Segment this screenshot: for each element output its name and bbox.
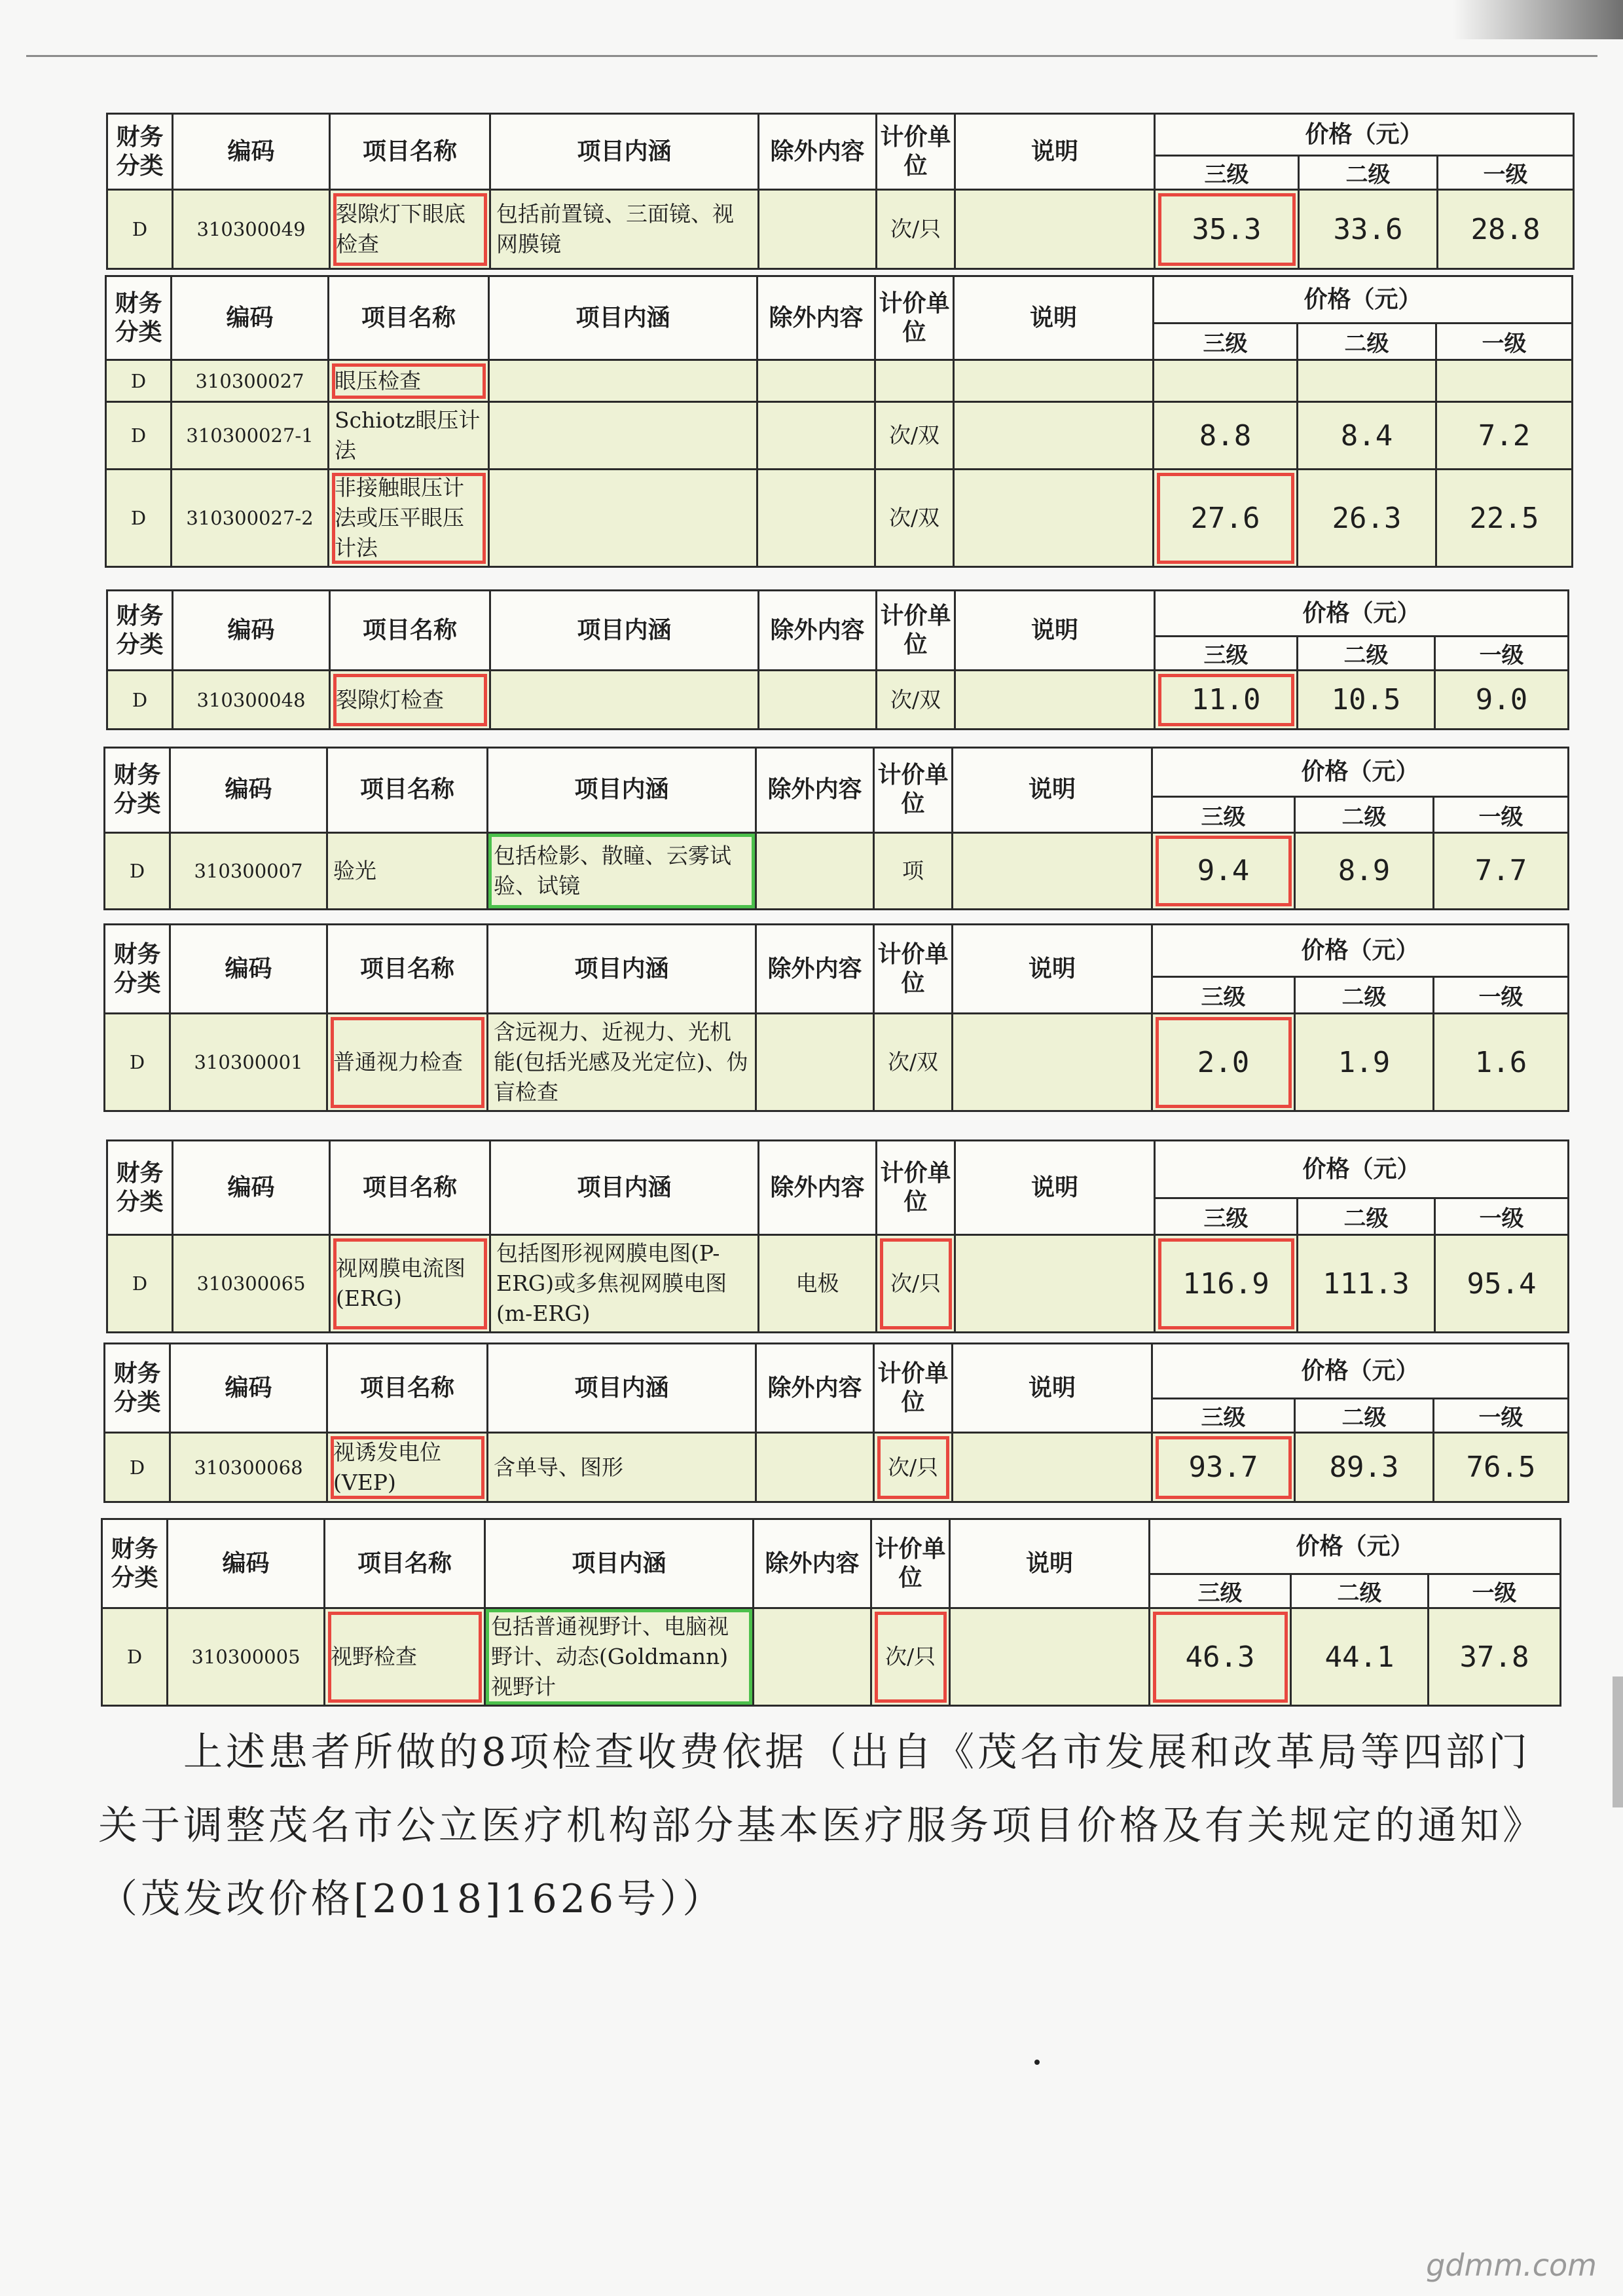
cell-code: 310300048 bbox=[173, 671, 330, 730]
cell-unit: 次/只 bbox=[874, 1433, 953, 1502]
header-content: 项目内涵 bbox=[489, 276, 757, 360]
cell-unit: 次/双 bbox=[875, 402, 954, 470]
table-row bbox=[107, 1235, 1569, 1333]
cell-content: 包括前置镜、三面镜、视网膜镜 bbox=[490, 190, 759, 269]
cell-content bbox=[489, 402, 757, 470]
cell-excl bbox=[757, 470, 875, 567]
cell-price-level2: 89.3 bbox=[1295, 1433, 1434, 1502]
cell-name: 普通视力检查 bbox=[327, 1014, 488, 1111]
header-price: 价格（元） bbox=[1150, 1519, 1561, 1574]
header-code: 编码 bbox=[168, 1519, 325, 1608]
cell-excl bbox=[757, 360, 875, 402]
cell-code: 310300007 bbox=[170, 832, 327, 909]
scan-speck bbox=[1034, 2060, 1040, 2065]
header-code: 编码 bbox=[173, 1141, 330, 1235]
cell-price-level1: 7.2 bbox=[1436, 402, 1573, 470]
cell-note bbox=[955, 190, 1155, 269]
cell-content: 包括检影、散瞳、云雾试验、试镜 bbox=[488, 832, 756, 909]
header-level3: 三级 bbox=[1152, 797, 1295, 832]
cell-price-level1: 37.8 bbox=[1429, 1608, 1561, 1706]
basis-paragraph-text: 上述患者所做的8项检查收费依据（出自《茂名市发展和改革局等四部门关于调整茂名市公立医疗机构部分基本医疗服务项目价格及有关规定的通知》（茂发改价格[2018]1626号）） bbox=[98, 1730, 1545, 1922]
cell-unit: 次/只 bbox=[871, 1608, 950, 1706]
header-price: 价格（元） bbox=[1155, 591, 1569, 637]
cell-price-level3: 46.3 bbox=[1150, 1608, 1291, 1706]
header-price: 价格（元） bbox=[1152, 1344, 1569, 1399]
cell-content bbox=[489, 470, 757, 567]
cell-price-level1 bbox=[1436, 360, 1573, 402]
header-name: 项目名称 bbox=[330, 114, 490, 190]
cell-note bbox=[953, 832, 1152, 909]
table-row bbox=[102, 1608, 1561, 1706]
header-fin: 财务分类 bbox=[105, 748, 170, 833]
header-code: 编码 bbox=[170, 1344, 327, 1433]
cell-price-level1: 76.5 bbox=[1434, 1433, 1569, 1502]
cell-unit: 次/双 bbox=[875, 470, 954, 567]
cell-content: 含远视力、近视力、光机能(包括光感及光定位)、伪盲检查 bbox=[488, 1014, 756, 1111]
cell-excl: 电极 bbox=[759, 1235, 877, 1333]
header-unit: 计价单位 bbox=[874, 1344, 953, 1433]
cell-price-level3: 93.7 bbox=[1152, 1433, 1295, 1502]
header-level3: 三级 bbox=[1152, 977, 1295, 1014]
cell-unit: 次/双 bbox=[874, 1014, 953, 1111]
price-table-4 bbox=[103, 747, 1567, 910]
table-row bbox=[106, 360, 1573, 402]
price-table-7 bbox=[103, 1342, 1567, 1500]
cell-excl bbox=[759, 671, 877, 730]
header-level2: 二级 bbox=[1295, 977, 1434, 1014]
header-level2: 二级 bbox=[1295, 1399, 1434, 1433]
cell-price-level2: 44.1 bbox=[1291, 1608, 1429, 1706]
cell-excl bbox=[756, 1014, 874, 1111]
header-fin: 财务分类 bbox=[102, 1519, 168, 1608]
price-table-2 bbox=[105, 275, 1571, 563]
cell-price-level3 bbox=[1154, 360, 1298, 402]
cell-name: 眼压检查 bbox=[329, 360, 489, 402]
scan-shadow bbox=[1453, 0, 1623, 39]
header-note: 说明 bbox=[953, 1344, 1152, 1433]
header-excl: 除外内容 bbox=[756, 748, 874, 833]
cell-name: 验光 bbox=[327, 832, 488, 909]
header-code: 编码 bbox=[173, 591, 330, 671]
header-level3: 三级 bbox=[1152, 1399, 1295, 1433]
header-level2: 二级 bbox=[1291, 1574, 1429, 1608]
cell-note bbox=[950, 1608, 1150, 1706]
cell-note bbox=[954, 470, 1154, 567]
cell-fin: D bbox=[105, 832, 170, 909]
header-excl: 除外内容 bbox=[757, 276, 875, 360]
cell-excl bbox=[756, 1433, 874, 1502]
scan-edge-shadow bbox=[1613, 1676, 1623, 1807]
header-unit: 计价单位 bbox=[877, 114, 955, 190]
header-level1: 一级 bbox=[1434, 797, 1569, 832]
header-level1: 一级 bbox=[1436, 324, 1573, 360]
header-unit: 计价单位 bbox=[877, 1141, 955, 1235]
cell-price-level3: 9.4 bbox=[1152, 832, 1295, 909]
header-excl: 除外内容 bbox=[756, 1344, 874, 1433]
price-table-8 bbox=[101, 1518, 1559, 1703]
basis-paragraph bbox=[98, 1716, 1565, 1936]
cell-fin: D bbox=[106, 470, 172, 567]
header-name: 项目名称 bbox=[325, 1519, 485, 1608]
header-excl: 除外内容 bbox=[759, 1141, 877, 1235]
cell-price-level1: 1.6 bbox=[1434, 1014, 1569, 1111]
header-content: 项目内涵 bbox=[490, 1141, 759, 1235]
header-level1: 一级 bbox=[1435, 637, 1569, 671]
header-unit: 计价单位 bbox=[874, 748, 953, 833]
cell-content bbox=[489, 360, 757, 402]
header-fin: 财务分类 bbox=[107, 591, 173, 671]
header-name: 项目名称 bbox=[330, 591, 490, 671]
cell-note bbox=[954, 360, 1154, 402]
cell-note bbox=[954, 402, 1154, 470]
table-row bbox=[106, 402, 1573, 470]
cell-price-level1: 95.4 bbox=[1435, 1235, 1569, 1333]
scan-edge-line bbox=[26, 55, 1597, 57]
header-fin: 财务分类 bbox=[107, 114, 173, 190]
cell-name: 非接触眼压计法或压平眼压计法 bbox=[329, 470, 489, 567]
cell-fin: D bbox=[102, 1608, 168, 1706]
header-content: 项目内涵 bbox=[488, 1344, 756, 1433]
table-row bbox=[106, 470, 1573, 567]
header-level2: 二级 bbox=[1298, 1198, 1435, 1235]
header-price: 价格（元） bbox=[1154, 276, 1573, 324]
header-name: 项目名称 bbox=[330, 1141, 490, 1235]
header-name: 项目名称 bbox=[327, 1344, 488, 1433]
cell-name: 裂隙灯检查 bbox=[330, 671, 490, 730]
cell-unit: 次/双 bbox=[877, 671, 955, 730]
cell-name: 裂隙灯下眼底检查 bbox=[330, 190, 490, 269]
cell-price-level2: 8.4 bbox=[1298, 402, 1436, 470]
cell-name: 视网膜电流图(ERG) bbox=[330, 1235, 490, 1333]
cell-fin: D bbox=[105, 1014, 170, 1111]
header-note: 说明 bbox=[950, 1519, 1150, 1608]
table-row bbox=[107, 190, 1574, 269]
header-content: 项目内涵 bbox=[490, 114, 759, 190]
header-note: 说明 bbox=[953, 748, 1152, 833]
cell-price-level2: 10.5 bbox=[1298, 671, 1435, 730]
header-code: 编码 bbox=[173, 114, 330, 190]
cell-price-level3: 27.6 bbox=[1154, 470, 1298, 567]
price-table-1 bbox=[106, 113, 1573, 270]
header-price: 价格（元） bbox=[1155, 114, 1574, 156]
table-row bbox=[105, 1433, 1569, 1502]
cell-unit: 次/只 bbox=[877, 190, 955, 269]
header-level1: 一级 bbox=[1438, 156, 1574, 190]
cell-note bbox=[955, 671, 1155, 730]
header-unit: 计价单位 bbox=[874, 925, 953, 1014]
cell-code: 310300027-1 bbox=[172, 402, 329, 470]
cell-content: 包括图形视网膜电图(P-ERG)或多焦视网膜电图(m-ERG) bbox=[490, 1235, 759, 1333]
header-content: 项目内涵 bbox=[488, 925, 756, 1014]
header-content: 项目内涵 bbox=[485, 1519, 754, 1608]
cell-price-level3: 11.0 bbox=[1155, 671, 1298, 730]
header-level3: 三级 bbox=[1155, 637, 1298, 671]
header-note: 说明 bbox=[955, 591, 1155, 671]
header-name: 项目名称 bbox=[329, 276, 489, 360]
header-fin: 财务分类 bbox=[107, 1141, 173, 1235]
cell-excl bbox=[754, 1608, 871, 1706]
header-level1: 一级 bbox=[1434, 1399, 1569, 1433]
price-table-6 bbox=[106, 1139, 1567, 1329]
cell-fin: D bbox=[106, 402, 172, 470]
header-content: 项目内涵 bbox=[488, 748, 756, 833]
header-price: 价格（元） bbox=[1152, 925, 1569, 977]
cell-code: 310300049 bbox=[173, 190, 330, 269]
header-note: 说明 bbox=[955, 114, 1155, 190]
header-level3: 三级 bbox=[1150, 1574, 1291, 1608]
cell-price-level2: 1.9 bbox=[1295, 1014, 1434, 1111]
header-code: 编码 bbox=[170, 925, 327, 1014]
cell-price-level1: 9.0 bbox=[1435, 671, 1569, 730]
header-excl: 除外内容 bbox=[759, 591, 877, 671]
header-unit: 计价单位 bbox=[875, 276, 954, 360]
header-unit: 计价单位 bbox=[871, 1519, 950, 1608]
cell-fin: D bbox=[107, 1235, 173, 1333]
cell-price-level3: 35.3 bbox=[1155, 190, 1299, 269]
cell-unit bbox=[875, 360, 954, 402]
cell-name: 视诱发电位(VEP) bbox=[327, 1433, 488, 1502]
cell-note bbox=[955, 1235, 1155, 1333]
cell-name: 视野检查 bbox=[325, 1608, 485, 1706]
cell-price-level3: 116.9 bbox=[1155, 1235, 1298, 1333]
header-excl: 除外内容 bbox=[759, 114, 877, 190]
cell-price-level2: 26.3 bbox=[1298, 470, 1436, 567]
header-level1: 一级 bbox=[1429, 1574, 1561, 1608]
cell-price-level2: 33.6 bbox=[1299, 190, 1438, 269]
cell-code: 310300065 bbox=[173, 1235, 330, 1333]
header-level2: 二级 bbox=[1298, 637, 1435, 671]
header-note: 说明 bbox=[954, 276, 1154, 360]
cell-price-level2 bbox=[1298, 360, 1436, 402]
header-fin: 财务分类 bbox=[105, 925, 170, 1014]
table-row bbox=[105, 1014, 1569, 1111]
cell-unit: 次/只 bbox=[877, 1235, 955, 1333]
header-fin: 财务分类 bbox=[105, 1344, 170, 1433]
header-note: 说明 bbox=[953, 925, 1152, 1014]
header-level2: 二级 bbox=[1299, 156, 1438, 190]
cell-content bbox=[490, 671, 759, 730]
cell-price-level1: 28.8 bbox=[1438, 190, 1574, 269]
cell-fin: D bbox=[107, 190, 173, 269]
header-level2: 二级 bbox=[1298, 324, 1436, 360]
cell-content: 包括普通视野计、电脑视野计、动态(Goldmann)视野计 bbox=[485, 1608, 754, 1706]
cell-excl bbox=[757, 402, 875, 470]
header-name: 项目名称 bbox=[327, 748, 488, 833]
header-price: 价格（元） bbox=[1155, 1141, 1569, 1198]
cell-fin: D bbox=[105, 1433, 170, 1502]
cell-code: 310300027-2 bbox=[172, 470, 329, 567]
header-code: 编码 bbox=[170, 748, 327, 833]
header-excl: 除外内容 bbox=[756, 925, 874, 1014]
watermark: gdmm.com bbox=[1426, 2248, 1597, 2283]
cell-code: 310300005 bbox=[168, 1608, 325, 1706]
header-level3: 三级 bbox=[1155, 1198, 1298, 1235]
cell-excl bbox=[756, 832, 874, 909]
cell-excl bbox=[759, 190, 877, 269]
cell-price-level1: 7.7 bbox=[1434, 832, 1569, 909]
price-table-3 bbox=[106, 589, 1567, 727]
cell-price-level2: 8.9 bbox=[1295, 832, 1434, 909]
header-level1: 一级 bbox=[1434, 977, 1569, 1014]
header-level2: 二级 bbox=[1295, 797, 1434, 832]
header-content: 项目内涵 bbox=[490, 591, 759, 671]
cell-name: Schiotz眼压计法 bbox=[329, 402, 489, 470]
cell-code: 310300001 bbox=[170, 1014, 327, 1111]
header-level3: 三级 bbox=[1154, 324, 1298, 360]
header-excl: 除外内容 bbox=[754, 1519, 871, 1608]
cell-note bbox=[953, 1433, 1152, 1502]
cell-fin: D bbox=[107, 671, 173, 730]
header-level1: 一级 bbox=[1435, 1198, 1569, 1235]
table-row bbox=[107, 671, 1569, 730]
header-price: 价格（元） bbox=[1152, 748, 1569, 797]
header-name: 项目名称 bbox=[327, 925, 488, 1014]
cell-code: 310300027 bbox=[172, 360, 329, 402]
cell-unit: 项 bbox=[874, 832, 953, 909]
cell-code: 310300068 bbox=[170, 1433, 327, 1502]
header-fin: 财务分类 bbox=[106, 276, 172, 360]
header-code: 编码 bbox=[172, 276, 329, 360]
cell-fin: D bbox=[106, 360, 172, 402]
cell-price-level3: 8.8 bbox=[1154, 402, 1298, 470]
price-table-5 bbox=[103, 923, 1567, 1107]
table-row bbox=[105, 832, 1569, 909]
cell-price-level3: 2.0 bbox=[1152, 1014, 1295, 1111]
cell-price-level1: 22.5 bbox=[1436, 470, 1573, 567]
header-note: 说明 bbox=[955, 1141, 1155, 1235]
cell-content: 含单导、图形 bbox=[488, 1433, 756, 1502]
cell-note bbox=[953, 1014, 1152, 1111]
header-level3: 三级 bbox=[1155, 156, 1299, 190]
cell-price-level2: 111.3 bbox=[1298, 1235, 1435, 1333]
header-unit: 计价单位 bbox=[877, 591, 955, 671]
